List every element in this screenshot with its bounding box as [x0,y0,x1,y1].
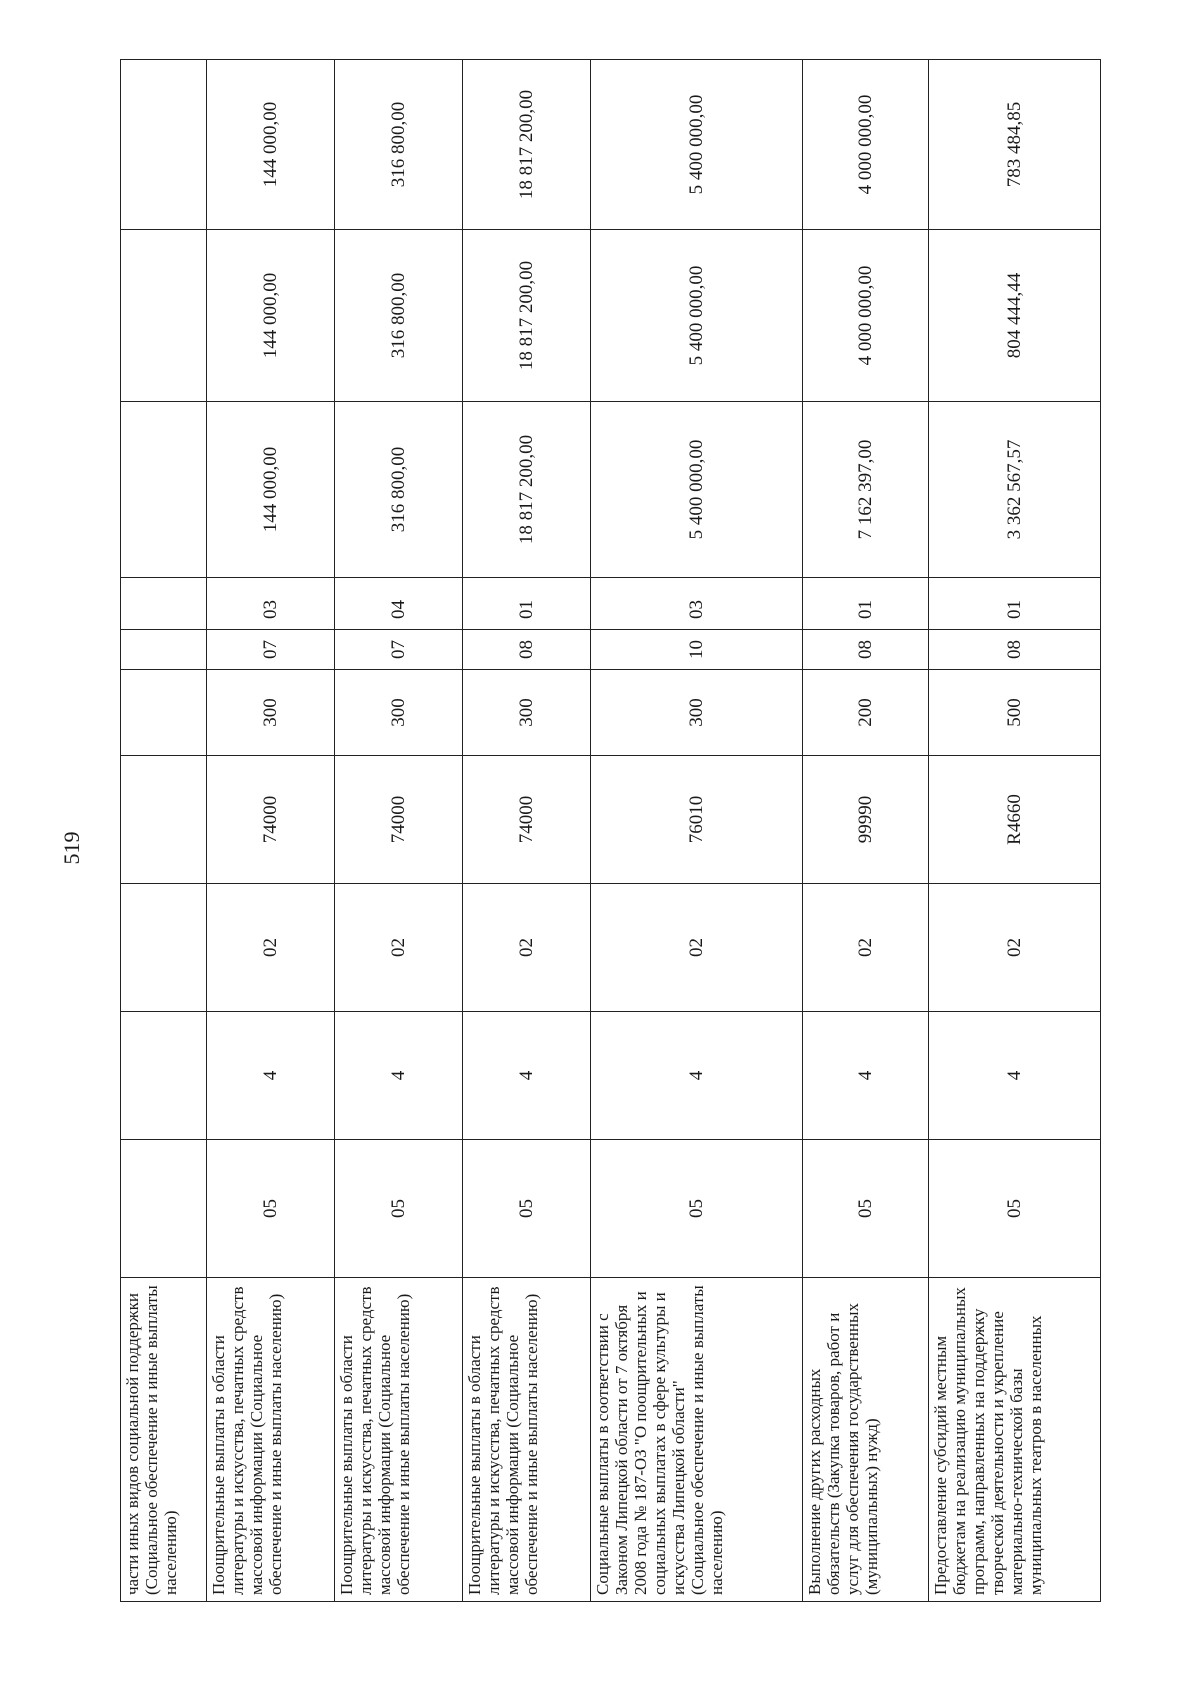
cell-code-1: 05 [591,1140,803,1278]
cell-code-5: 300 [463,670,591,756]
cell-code-7 [121,578,207,630]
cell-code-7: 03 [591,578,803,630]
cell-value-3 [121,60,207,230]
cell-value-1 [121,402,207,578]
row-name: Поощрительные выплаты в области литературы и искусства, печатных средств массовой информации (Социальное обеспечение и иные выплаты населению) [463,1278,591,1602]
cell-value-3: 4 000 000,00 [803,60,929,230]
cell-value-1: 3 362 567,57 [929,402,1101,578]
cell-value-1: 5 400 000,00 [591,402,803,578]
cell-value-1: 144 000,00 [207,402,335,578]
cell-code-1: 05 [803,1140,929,1278]
cell-code-6: 10 [591,630,803,670]
cell-code-3: 02 [929,884,1101,1012]
cell-code-4: 74000 [463,756,591,884]
cell-value-3: 144 000,00 [207,60,335,230]
table-row [207,60,335,1602]
cell-code-1: 05 [207,1140,335,1278]
cell-code-3: 02 [463,884,591,1012]
cell-code-5: 300 [335,670,463,756]
cell-code-3 [121,884,207,1012]
cell-code-4: R4660 [929,756,1101,884]
cell-code-3: 02 [335,884,463,1012]
cell-value-1: 18 817 200,00 [463,402,591,578]
cell-code-7: 03 [207,578,335,630]
cell-code-6: 08 [929,630,1101,670]
table-row [803,60,929,1602]
cell-value-3: 5 400 000,00 [591,60,803,230]
table-row [929,60,1101,1602]
cell-code-2: 4 [803,1012,929,1140]
cell-code-2: 4 [929,1012,1101,1140]
cell-code-5: 500 [929,670,1101,756]
cell-value-2: 5 400 000,00 [591,230,803,402]
cell-code-3: 02 [207,884,335,1012]
cell-code-2: 4 [207,1012,335,1140]
table-row [591,60,803,1602]
cell-value-3: 18 817 200,00 [463,60,591,230]
cell-value-2: 4 000 000,00 [803,230,929,402]
cell-code-7: 04 [335,578,463,630]
row-name: части иных видов социальной поддержки (Социальное обеспечение и иные выплаты населению) [121,1278,207,1602]
row-name: Поощрительные выплаты в области литературы и искусства, печатных средств массовой информации (Социальное обеспечение и иные выплаты населению) [207,1278,335,1602]
page-number: 519 [59,831,84,865]
cell-code-2: 4 [591,1012,803,1140]
cell-code-6 [121,630,207,670]
cell-code-5: 300 [207,670,335,756]
cell-code-6: 07 [207,630,335,670]
cell-code-2: 4 [335,1012,463,1140]
cell-value-3: 316 800,00 [335,60,463,230]
cell-code-1: 05 [463,1140,591,1278]
row-name: Предоставление субсидий местным бюджетам на реализацию муниципальных программ, направленных на поддержку творческой деятельности и укрепление материально-технической базы муниципальных театров в населенных [929,1278,1101,1602]
table-row [463,60,591,1602]
row-name: Выполнение других расходных обязательств (Закупка товаров, работ и услуг для обеспечения государственных (муниципальных) нужд) [803,1278,929,1602]
budget-table [120,59,1101,1602]
cell-code-5: 300 [591,670,803,756]
cell-value-3: 783 484,85 [929,60,1101,230]
cell-code-6: 07 [335,630,463,670]
table-row [335,60,463,1602]
cell-code-5 [121,670,207,756]
cell-code-2 [121,1012,207,1140]
cell-code-1: 05 [929,1140,1101,1278]
cell-value-2: 316 800,00 [335,230,463,402]
cell-code-3: 02 [591,884,803,1012]
cell-code-5: 200 [803,670,929,756]
cell-value-2: 18 817 200,00 [463,230,591,402]
cell-value-1: 7 162 397,00 [803,402,929,578]
cell-code-6: 08 [803,630,929,670]
cell-code-1: 05 [335,1140,463,1278]
cell-value-2: 144 000,00 [207,230,335,402]
cell-code-2: 4 [463,1012,591,1140]
cell-code-4: 74000 [335,756,463,884]
cell-code-4: 74000 [207,756,335,884]
cell-code-1 [121,1140,207,1278]
cell-code-7: 01 [929,578,1101,630]
cell-value-2 [121,230,207,402]
cell-code-6: 08 [463,630,591,670]
cell-code-7: 01 [463,578,591,630]
rotated-table-container [120,60,1045,1602]
cell-code-4 [121,756,207,884]
cell-code-4: 76010 [591,756,803,884]
cell-code-7: 01 [803,578,929,630]
cell-value-2: 804 444,44 [929,230,1101,402]
row-name: Поощрительные выплаты в области литературы и искусства, печатных средств массовой информации (Социальное обеспечение и иные выплаты населению) [335,1278,463,1602]
table-row [121,60,207,1602]
cell-code-4: 99990 [803,756,929,884]
cell-code-3: 02 [803,884,929,1012]
cell-value-1: 316 800,00 [335,402,463,578]
row-name: Социальные выплаты в соответствии с Законом Липецкой области от 7 октября 2008 года № 187-ОЗ "О поощрительных и социальных выплатах в сфере культуры и искусства Липецкой области" (Социальное обеспечение и иные выплаты населению) [591,1278,803,1602]
